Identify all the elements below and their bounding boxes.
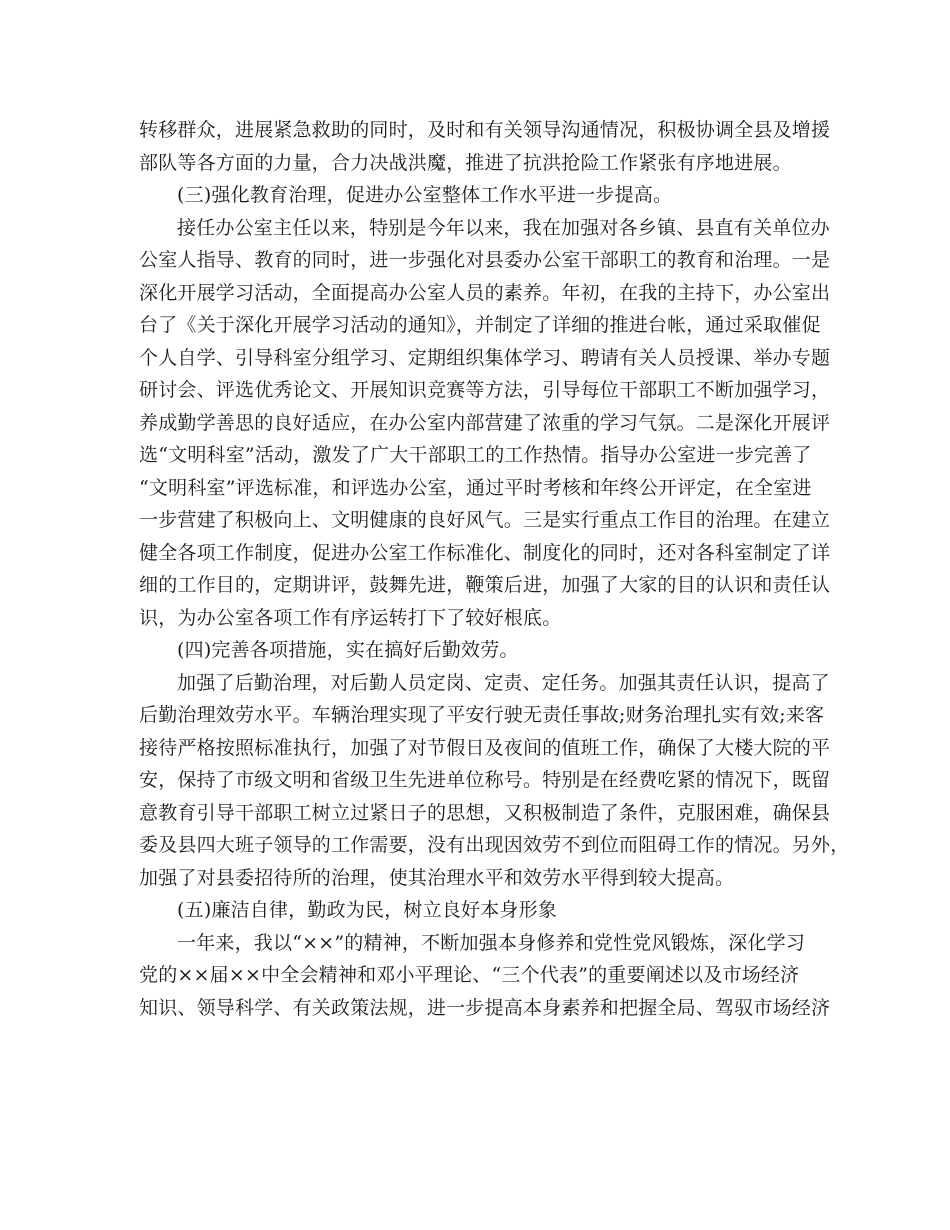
text-line: 部队等各方面的力量，合力决战洪魔，推进了抗洪抢险工作紧张有序地进展。 (139, 151, 792, 174)
text-line: 一步营建了积极向上、文明健康的良好风气。三是实行重点工作目的治理。在建立 (139, 509, 831, 531)
text-line: 知识、领导科学、有关政策法规，进一步提高本身素养和把握全局、驾驭市场经济 (139, 996, 831, 1019)
text-line: 意教育引导干部职工树立过紧日子的思想，又积极制造了条件，克服困难，确保县 (139, 801, 831, 824)
text-line: 委及县四大班子领导的工作需要，没有出现因效劳不到位而阻碍工作的情况。另外， (139, 834, 850, 856)
text-line: 加强了后勤治理，对后勤人员定岗、定责、定任务。加强其责任认识，提高了 (177, 671, 830, 694)
text-line: 一年来，我以“××”的精神，不断加强本身修养和党性党风锻炼，深化学习 (177, 931, 806, 954)
text-line: 研讨会、评选优秀论文、开展知识竞赛等方法，引导每位干部职工不断加强学习， (139, 379, 831, 401)
text-line: 养成勤学善思的良好适应，在办公室内部营建了浓重的学习气氛。二是深化开展评 (139, 411, 831, 434)
text-line: 转移群众，进展紧急救助的同时，及时和有关领导沟通情况，积极协调全县及增援 (139, 119, 831, 141)
text-line: 接待严格按照标准执行，加强了对节假日及夜间的值班工作，确保了大楼大院的平 (139, 736, 831, 759)
text-line: 细的工作目的，定期讲评，鼓舞先进，鞭策后进，加强了大家的目的认识和责任认 (139, 574, 831, 596)
text-line: 选“文明科室”活动，激发了广大干部职工的工作热情。指导办公室进一步完善了 (139, 444, 812, 466)
text-line: 接任办公室主任以来，特别是今年以来，我在加强对各乡镇、县直有关单位办 (177, 216, 830, 239)
text-line: 健全各项工作制度，促进办公室工作标准化、制度化的同时，还对各科室制定了详 (139, 541, 831, 564)
text-line: 深化开展学习活动，全面提高办公室人员的素养。年初，在我的主持下，办公室出 (139, 281, 831, 304)
text-line: 公室人指导、教育的同时，进一步强化对县委办公室干部职工的教育和治理。一是 (139, 249, 831, 271)
text-line: (五)廉洁自律，勤政为民，树立良好本身形象 (177, 899, 558, 921)
text-line: 安，保持了市级文明和省级卫生先进单位称号。特别是在经费吃紧的情况下，既留 (139, 769, 831, 791)
text-line: (四)完善各项措施，实在搞好后勤效劳。 (177, 639, 519, 661)
text-line: (三)强化教育治理，促进办公室整体工作水平进一步提高。 (177, 184, 673, 206)
text-line: 加强了对县委招待所的治理，使其治理水平和效劳水平得到较大提高。 (139, 866, 735, 889)
text-line: 识，为办公室各项工作有序运转打下了较好根底。 (139, 606, 562, 629)
text-line: 党的××届××中全会精神和邓小平理论、“三个代表”的重要阐述以及市场经济 (139, 964, 800, 986)
text-line: 后勤治理效劳水平。车辆治理实现了平安行驶无责任事故;财务治理扎实有效;来客 (139, 704, 825, 726)
text-line: “文明科室”评选标准，和评选办公室，通过平时考核和年终公开评定，在全室进 (139, 476, 812, 499)
document-body (139, 114, 850, 1024)
text-line: 个人自学、引导科室分组学习、定期组织集体学习、聘请有关人员授课、举办专题 (139, 346, 831, 369)
text-line: 台了《关于深化开展学习活动的通知》，并制定了详细的推进台帐，通过采取催促 (139, 314, 821, 336)
